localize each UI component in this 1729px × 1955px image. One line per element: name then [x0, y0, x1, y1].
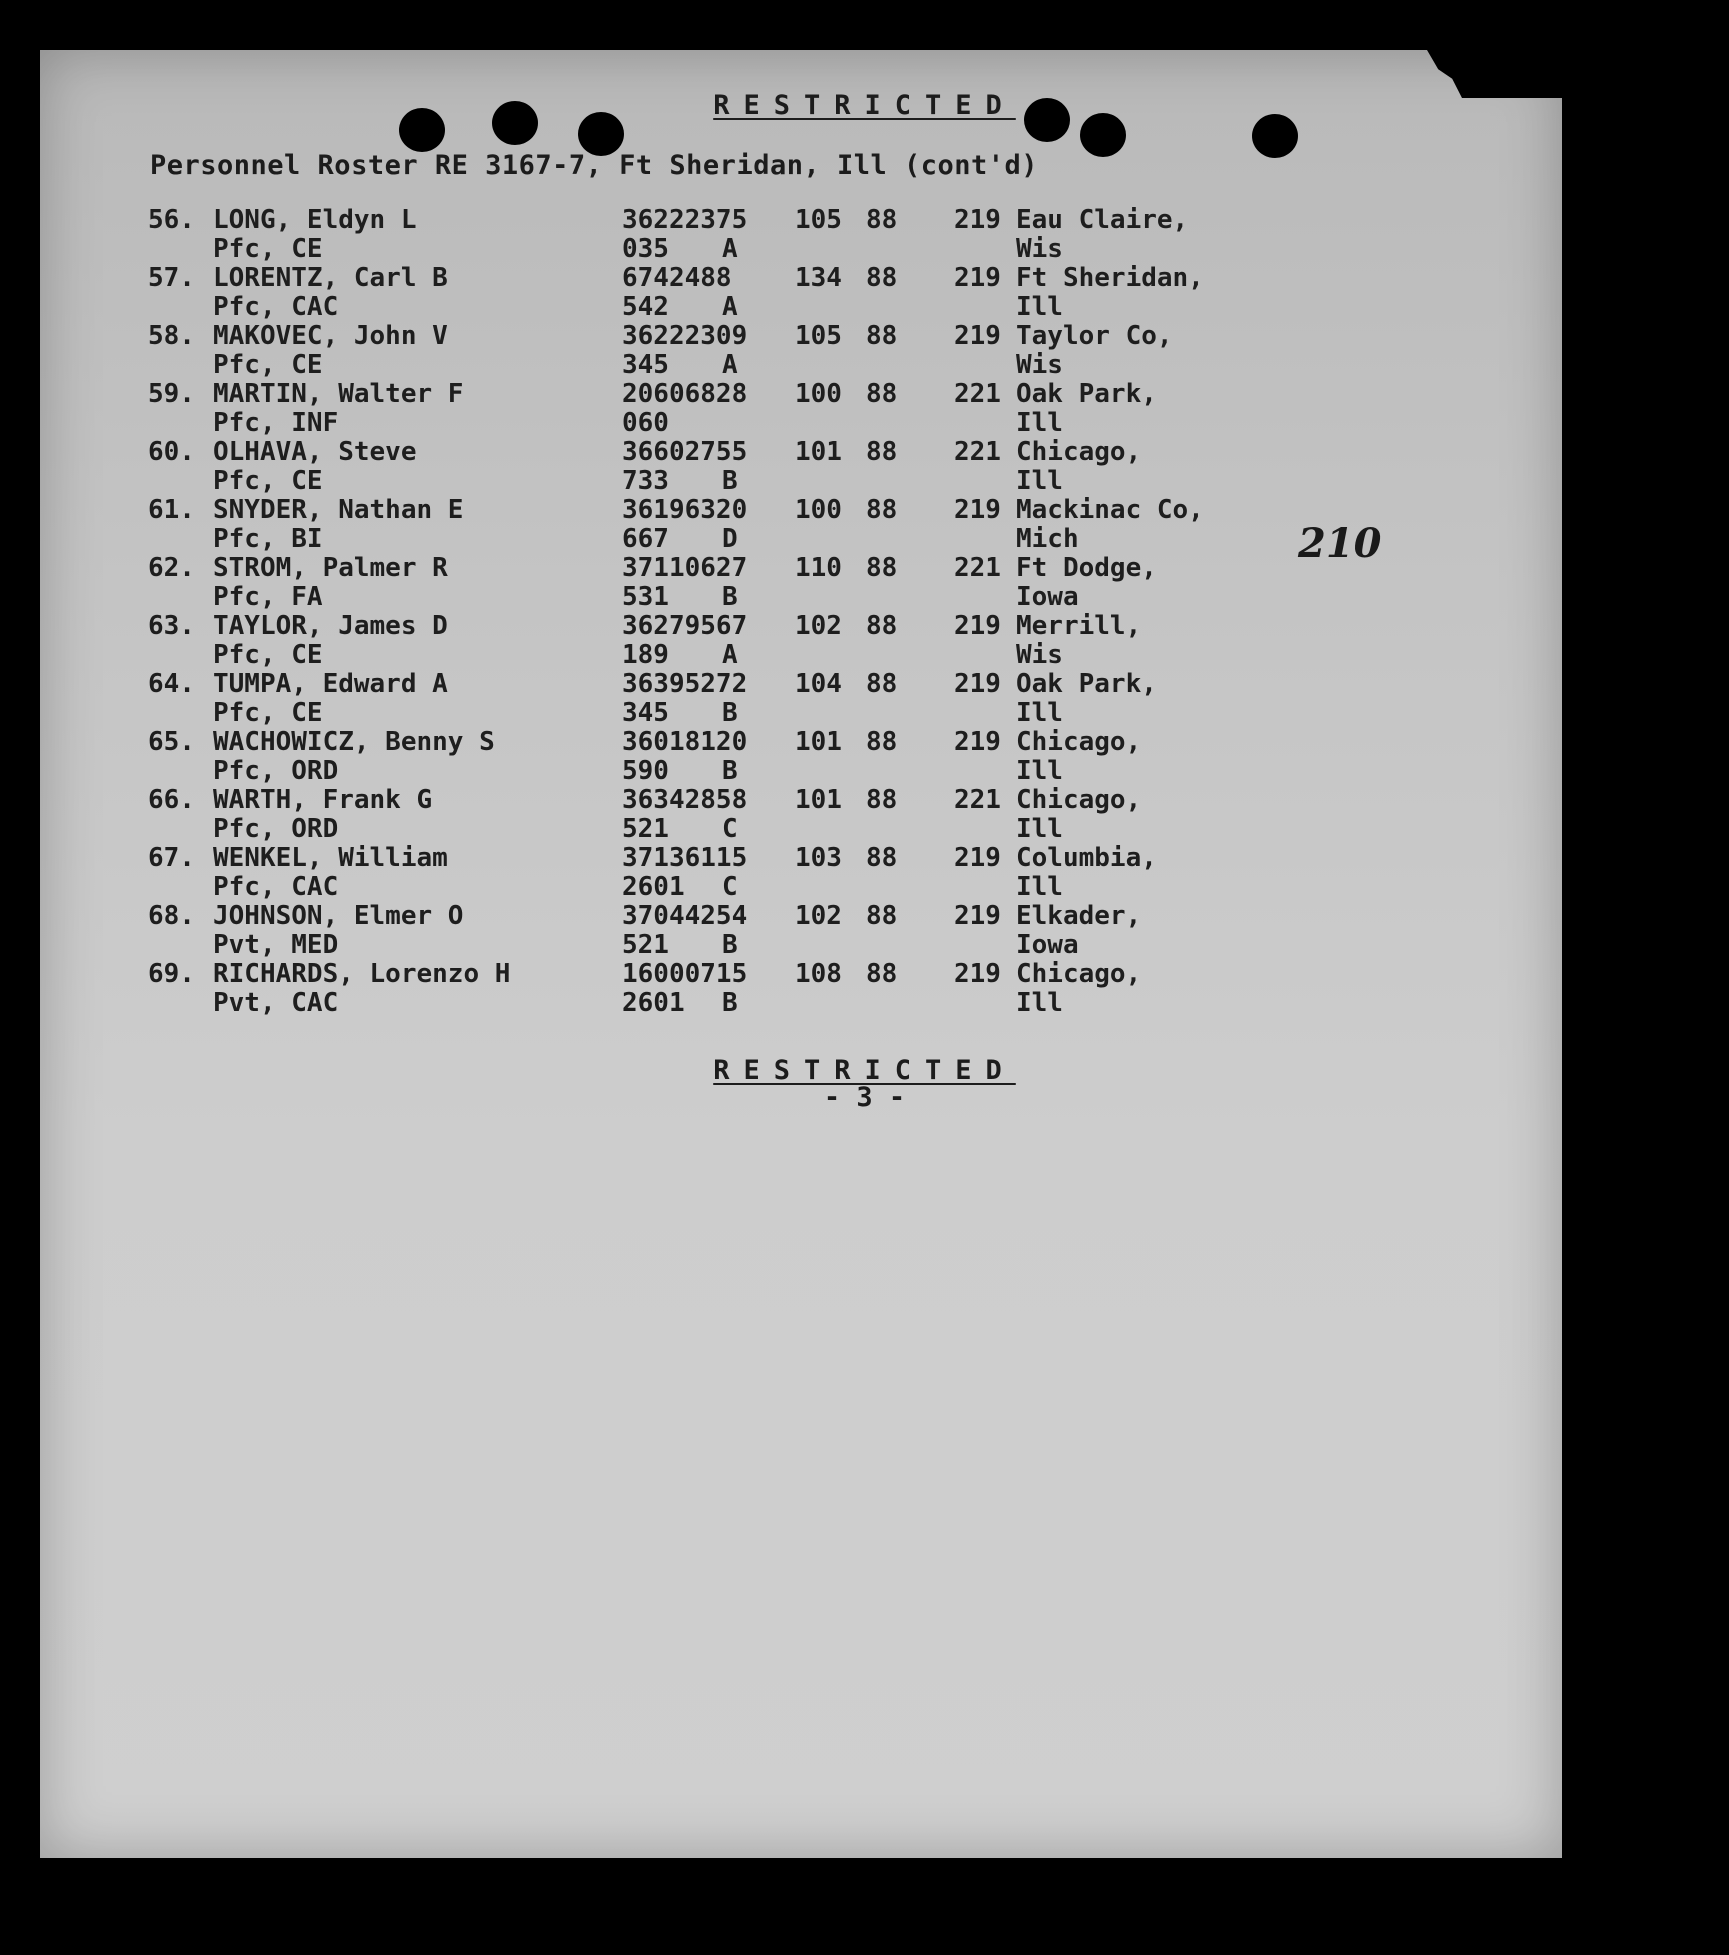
code-column-2: 88	[866, 901, 898, 931]
code-column-3: 219	[954, 901, 1001, 931]
code-column-3: 219	[954, 495, 1001, 525]
roster-entry	[0, 901, 1729, 959]
serial-number: 16000715	[622, 959, 748, 989]
rank-branch: Pfc, INF	[213, 408, 339, 438]
serial-number: 20606828	[622, 379, 748, 409]
rank-branch: Pfc, CAC	[213, 872, 339, 902]
grade-letter: B	[722, 930, 738, 960]
home-state: Wis	[1016, 640, 1063, 670]
entry-number: 64.	[148, 669, 195, 699]
hometown: Chicago,	[1016, 785, 1142, 815]
hometown: Elkader,	[1016, 901, 1142, 931]
entry-number: 67.	[148, 843, 195, 873]
code-column-3: 219	[954, 727, 1001, 757]
entry-number: 65.	[148, 727, 195, 757]
person-name: JOHNSON, Elmer O	[213, 901, 464, 931]
rank-branch: Pfc, CAC	[213, 292, 339, 322]
grade-letter: B	[722, 698, 738, 728]
serial-number: 37136115	[622, 843, 748, 873]
person-name: TUMPA, Edward A	[213, 669, 448, 699]
serial-number: 36279567	[622, 611, 748, 641]
person-name: TAYLOR, James D	[213, 611, 448, 641]
home-state: Ill	[1016, 466, 1063, 496]
person-name: WENKEL, William	[213, 843, 448, 873]
rank-branch: Pvt, CAC	[213, 988, 339, 1018]
rank-branch: Pfc, CE	[213, 640, 323, 670]
grade-letter: A	[722, 640, 738, 670]
serial-number: 36342858	[622, 785, 748, 815]
code-column-2: 88	[866, 321, 898, 351]
grade-letter: A	[722, 234, 738, 264]
entry-number: 61.	[148, 495, 195, 525]
rank-branch: Pfc, CE	[213, 698, 323, 728]
serial-number: 36395272	[622, 669, 748, 699]
person-name: MAKOVEC, John V	[213, 321, 448, 351]
code-column-1: 101	[795, 785, 842, 815]
handwritten-number: 210	[1298, 520, 1382, 567]
serial-number: 36222375	[622, 205, 748, 235]
grade-letter: B	[722, 582, 738, 612]
serial-number: 36196320	[622, 495, 748, 525]
roster-entry	[0, 205, 1729, 263]
serial-number: 36018120	[622, 727, 748, 757]
classification-footer: RESTRICTED	[713, 1055, 1016, 1086]
mos-code: 345	[622, 350, 669, 380]
code-column-2: 88	[866, 959, 898, 989]
classification-header: RESTRICTED	[713, 90, 1016, 121]
mos-code: 2601	[622, 872, 685, 902]
rank-branch: Pfc, CE	[213, 234, 323, 264]
grade-letter: B	[722, 988, 738, 1018]
code-column-1: 110	[795, 553, 842, 583]
code-column-1: 101	[795, 727, 842, 757]
entry-number: 62.	[148, 553, 195, 583]
rank-branch: Pvt, MED	[213, 930, 339, 960]
hometown: Chicago,	[1016, 437, 1142, 467]
code-column-3: 219	[954, 263, 1001, 293]
serial-number: 36602755	[622, 437, 748, 467]
code-column-2: 88	[866, 785, 898, 815]
serial-number: 6742488	[622, 263, 732, 293]
hometown: Oak Park,	[1016, 379, 1157, 409]
grade-letter: A	[722, 292, 738, 322]
code-column-3: 219	[954, 669, 1001, 699]
grade-letter: A	[722, 350, 738, 380]
grade-letter: B	[722, 756, 738, 786]
mos-code: 060	[622, 408, 669, 438]
grade-letter: C	[722, 872, 738, 902]
person-name: MARTIN, Walter F	[213, 379, 464, 409]
mos-code: 590	[622, 756, 669, 786]
mos-code: 531	[622, 582, 669, 612]
home-state: Iowa	[1016, 930, 1079, 960]
roster-entry	[0, 843, 1729, 901]
hometown: Chicago,	[1016, 959, 1142, 989]
roster-list	[0, 205, 1729, 1017]
code-column-1: 108	[795, 959, 842, 989]
person-name: WACHOWICZ, Benny S	[213, 727, 495, 757]
hometown: Taylor Co,	[1016, 321, 1173, 351]
home-state: Ill	[1016, 408, 1063, 438]
hometown: Columbia,	[1016, 843, 1157, 873]
roster-entry	[0, 263, 1729, 321]
code-column-1: 103	[795, 843, 842, 873]
person-name: OLHAVA, Steve	[213, 437, 417, 467]
roster-entry	[0, 379, 1729, 437]
code-column-2: 88	[866, 437, 898, 467]
roster-entry	[0, 669, 1729, 727]
roster-entry	[0, 727, 1729, 785]
roster-entry	[0, 553, 1729, 611]
entry-number: 69.	[148, 959, 195, 989]
person-name: LONG, Eldyn L	[213, 205, 417, 235]
hometown: Ft Sheridan,	[1016, 263, 1204, 293]
entry-number: 58.	[148, 321, 195, 351]
home-state: Ill	[1016, 814, 1063, 844]
code-column-1: 101	[795, 437, 842, 467]
mos-code: 345	[622, 698, 669, 728]
code-column-2: 88	[866, 379, 898, 409]
code-column-3: 221	[954, 553, 1001, 583]
home-state: Ill	[1016, 872, 1063, 902]
hometown: Oak Park,	[1016, 669, 1157, 699]
code-column-3: 219	[954, 205, 1001, 235]
roster-entry	[0, 785, 1729, 843]
code-column-2: 88	[866, 263, 898, 293]
roster-entry	[0, 959, 1729, 1017]
person-name: STROM, Palmer R	[213, 553, 448, 583]
entry-number: 63.	[148, 611, 195, 641]
mos-code: 035	[622, 234, 669, 264]
grade-letter: C	[722, 814, 738, 844]
person-name: SNYDER, Nathan E	[213, 495, 464, 525]
home-state: Ill	[1016, 292, 1063, 322]
page-number: - 3 -	[823, 1082, 906, 1113]
code-column-3: 219	[954, 321, 1001, 351]
hometown: Merrill,	[1016, 611, 1142, 641]
code-column-1: 102	[795, 901, 842, 931]
home-state: Mich	[1016, 524, 1079, 554]
code-column-1: 102	[795, 611, 842, 641]
code-column-1: 100	[795, 379, 842, 409]
hometown: Mackinac Co,	[1016, 495, 1204, 525]
rank-branch: Pfc, FA	[213, 582, 323, 612]
code-column-2: 88	[866, 727, 898, 757]
home-state: Ill	[1016, 988, 1063, 1018]
code-column-3: 219	[954, 843, 1001, 873]
rank-branch: Pfc, ORD	[213, 756, 339, 786]
code-column-3: 221	[954, 437, 1001, 467]
code-column-3: 221	[954, 785, 1001, 815]
code-column-1: 105	[795, 205, 842, 235]
entry-number: 68.	[148, 901, 195, 931]
entry-number: 57.	[148, 263, 195, 293]
hometown: Eau Claire,	[1016, 205, 1189, 235]
grade-letter: D	[722, 524, 738, 554]
roster-entry	[0, 321, 1729, 379]
code-column-2: 88	[866, 611, 898, 641]
mos-code: 667	[622, 524, 669, 554]
code-column-2: 88	[866, 495, 898, 525]
home-state: Ill	[1016, 698, 1063, 728]
mos-code: 189	[622, 640, 669, 670]
entry-number: 59.	[148, 379, 195, 409]
code-column-1: 105	[795, 321, 842, 351]
code-column-1: 134	[795, 263, 842, 293]
code-column-1: 100	[795, 495, 842, 525]
mos-code: 521	[622, 814, 669, 844]
entry-number: 60.	[148, 437, 195, 467]
code-column-3: 219	[954, 611, 1001, 641]
rank-branch: Pfc, CE	[213, 466, 323, 496]
mos-code: 733	[622, 466, 669, 496]
hometown: Chicago,	[1016, 727, 1142, 757]
person-name: LORENTZ, Carl B	[213, 263, 448, 293]
person-name: WARTH, Frank G	[213, 785, 433, 815]
code-column-2: 88	[866, 843, 898, 873]
serial-number: 37044254	[622, 901, 748, 931]
roster-entry	[0, 611, 1729, 669]
code-column-2: 88	[866, 669, 898, 699]
roster-entry	[0, 495, 1729, 553]
home-state: Wis	[1016, 234, 1063, 264]
serial-number: 36222309	[622, 321, 748, 351]
serial-number: 37110627	[622, 553, 748, 583]
home-state: Iowa	[1016, 582, 1079, 612]
code-column-2: 88	[866, 553, 898, 583]
grade-letter: B	[722, 466, 738, 496]
roster-title: Personnel Roster RE 3167-7, Ft Sheridan, Ill (cont'd)	[150, 150, 1039, 181]
mos-code: 542	[622, 292, 669, 322]
home-state: Ill	[1016, 756, 1063, 786]
person-name: RICHARDS, Lorenzo H	[213, 959, 511, 989]
roster-entry	[0, 437, 1729, 495]
rank-branch: Pfc, BI	[213, 524, 323, 554]
hometown: Ft Dodge,	[1016, 553, 1157, 583]
rank-branch: Pfc, CE	[213, 350, 323, 380]
code-column-1: 104	[795, 669, 842, 699]
home-state: Wis	[1016, 350, 1063, 380]
code-column-3: 221	[954, 379, 1001, 409]
code-column-2: 88	[866, 205, 898, 235]
mos-code: 2601	[622, 988, 685, 1018]
code-column-3: 219	[954, 959, 1001, 989]
entry-number: 56.	[148, 205, 195, 235]
entry-number: 66.	[148, 785, 195, 815]
rank-branch: Pfc, ORD	[213, 814, 339, 844]
mos-code: 521	[622, 930, 669, 960]
